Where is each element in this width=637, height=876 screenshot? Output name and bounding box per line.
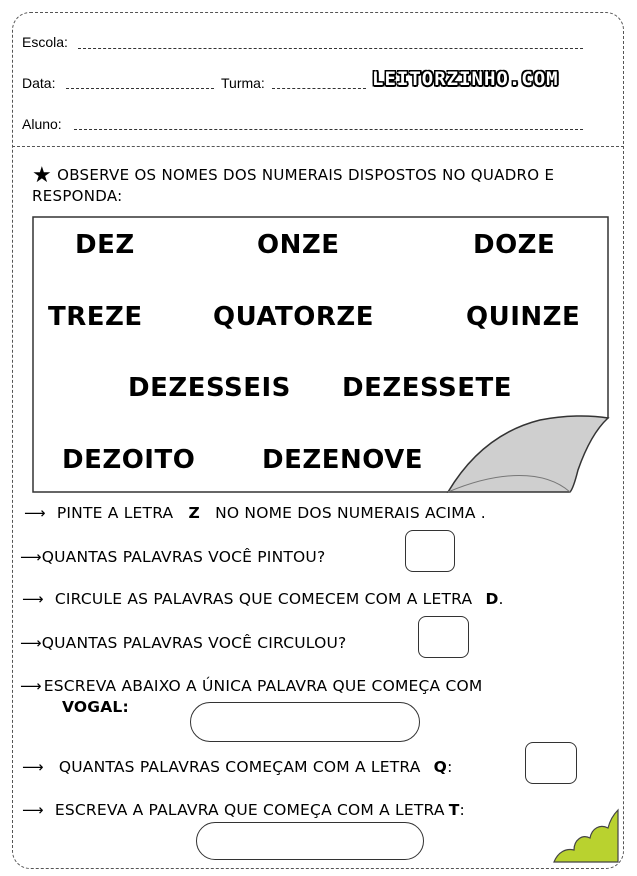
site-logo: LEITORZINHO.COM bbox=[372, 68, 559, 90]
word-treze: TREZE bbox=[48, 302, 143, 332]
word-doze: DOZE bbox=[473, 230, 556, 260]
arrow-icon: ⟶ bbox=[20, 634, 42, 652]
school-label: Escola: bbox=[22, 34, 68, 50]
decorative-corner-shape bbox=[548, 806, 620, 864]
word-dezenove: DEZENOVE bbox=[262, 445, 424, 475]
instruction-text: OBSERVE OS NOMES DOS NUMERAIS DISPOSTOS NO QUADRO E RESPONDA: bbox=[32, 166, 555, 205]
answer-oval-vowel-word[interactable] bbox=[190, 702, 420, 742]
question-5-cont: VOGAL: bbox=[62, 698, 129, 716]
student-label: Aluno: bbox=[22, 116, 62, 132]
answer-box-circled-count[interactable] bbox=[418, 616, 469, 658]
question-7: ⟶ ESCREVA A PALAVRA QUE COMEÇA COM A LETRA T: bbox=[22, 801, 465, 819]
answer-oval-t-word[interactable] bbox=[196, 822, 424, 860]
word-dez: DEZ bbox=[75, 230, 135, 260]
word-quatorze: QUATORZE bbox=[213, 302, 374, 332]
arrow-icon: ⟶ bbox=[24, 504, 46, 522]
arrow-icon: ⟶ bbox=[20, 548, 42, 566]
arrow-icon: ⟶ bbox=[22, 590, 44, 608]
question-4: ⟶QUANTAS PALAVRAS VOCÊ CIRCULOU? bbox=[20, 634, 347, 652]
arrow-icon: ⟶ bbox=[20, 677, 42, 695]
word-dezessete: DEZESSETE bbox=[342, 373, 512, 403]
date-label: Data: bbox=[22, 75, 56, 91]
question-3: ⟶ CIRCULE AS PALAVRAS QUE COMECEM COM A LETRA D. bbox=[22, 590, 504, 608]
arrow-icon: ⟶ bbox=[22, 758, 44, 776]
question-1: ⟶ PINTE A LETRA Z NO NOME DOS NUMERAIS ACIMA . bbox=[24, 504, 486, 522]
word-dezesseis: DEZESSEIS bbox=[128, 373, 291, 403]
question-2: ⟶QUANTAS PALAVRAS VOCÊ PINTOU? bbox=[20, 548, 326, 566]
answer-box-q-count[interactable] bbox=[525, 742, 577, 784]
word-quinze: QUINZE bbox=[466, 302, 581, 332]
answer-box-painted-count[interactable] bbox=[405, 530, 455, 572]
question-5: ⟶ ESCREVA ABAIXO A ÚNICA PALAVRA QUE COMEÇA COM bbox=[20, 677, 483, 695]
question-6: ⟶ QUANTAS PALAVRAS COMEÇAM COM A LETRA Q: bbox=[22, 758, 453, 776]
star-icon: ★ bbox=[32, 163, 53, 188]
arrow-icon: ⟶ bbox=[22, 801, 44, 819]
word-onze: ONZE bbox=[257, 230, 340, 260]
class-label: Turma: bbox=[221, 75, 265, 91]
word-dezoito: DEZOITO bbox=[62, 445, 196, 475]
